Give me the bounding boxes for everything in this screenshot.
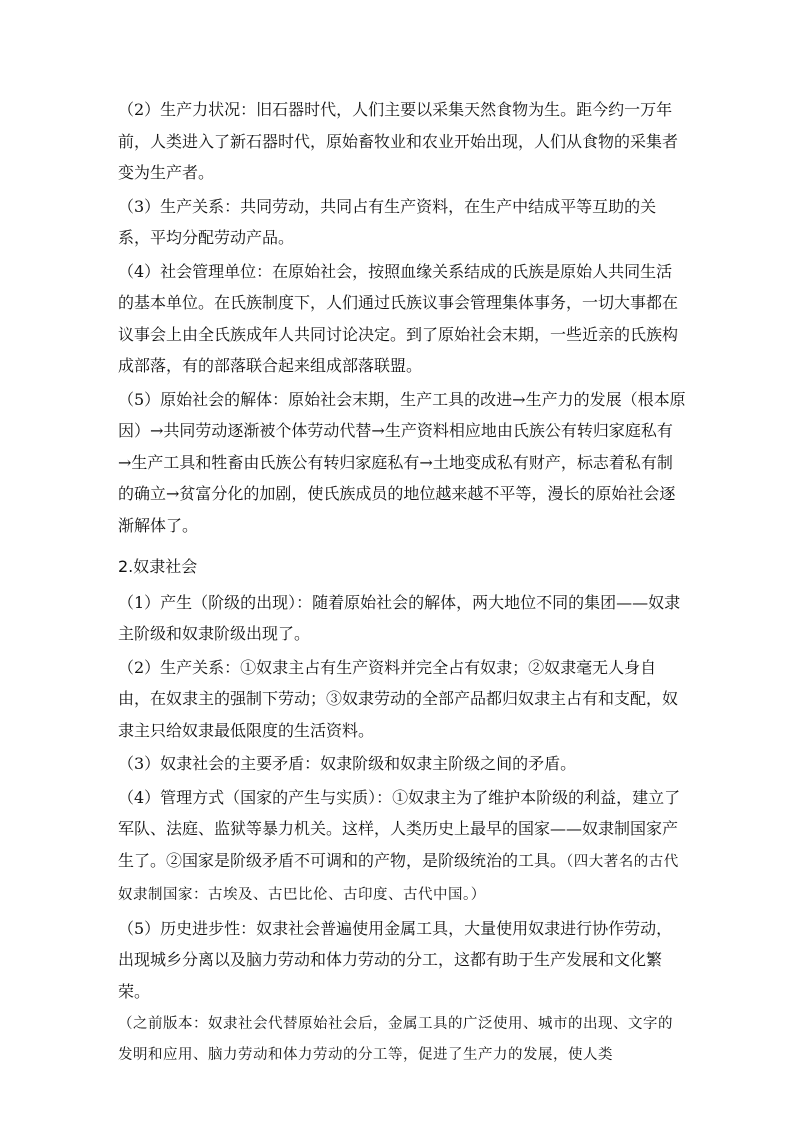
- paragraph-social-management-unit: （4）社会管理单位：在原始社会，按照血缘关系结成的氏族是原始人共同生活的基本单位。在氏族制度下，人们通过氏族议事会管理集体事务，一切大事都在议事会上由全氏族成年人共同讨论决定。到了原始社会末期，一些近亲的氏族构成部落，有的部落联合起来组成部落联盟。: [118, 261, 679, 375]
- paragraph-productivity: （2）生产力状况：旧石器时代，人们主要以采集天然食物为生。距今约一万年前，人类进入了新石器时代，原始畜牧业和农业开始出现，人们从食物的采集者变为生产者。: [118, 100, 679, 182]
- paragraph-primitive-society-dissolution: （5）原始社会的解体：原始社会末期，生产工具的改进→生产力的发展（根本原因）→共同劳动逐渐被个体劳动代替→生产资料相应地由氏族公有转归家庭私有→生产工具和牲畜由氏族公有转归家庭私有→土地变成私有财产，标志着私有制的确立→贫富分化的加剧，使氏族成员的地位越来越不平等，漫长的原始社会逐渐解体了。: [118, 389, 686, 535]
- management-method-note: （四大著名的古代奴隶制国家：古埃及、古巴比伦、古印度、古代中国。）: [118, 853, 679, 903]
- paragraph-slave-production-relations: （2）生产关系：①奴隶主占有生产资料并完全占有奴隶；②奴隶毫无人身自由，在奴隶主的强制下劳动；③奴隶劳动的全部产品都归奴隶主占有和支配，奴隶主只给奴隶最低限度的生活资料。: [118, 657, 679, 740]
- paragraph-historical-progress: （5）历史进步性：奴隶社会普遍使用金属工具，大量使用奴隶进行协作劳动，出现城乡分离以及脑力劳动和体力劳动的分工，这都有助于生产发展和文化繁荣。: [118, 918, 673, 1001]
- paragraph-main-contradiction: （3）奴隶社会的主要矛盾：奴隶阶级和奴隶主阶级之间的矛盾。: [118, 754, 577, 773]
- paragraph-emergence: （1）产生（阶级的出现）：随着原始社会的解体，两大地位不同的集团——奴隶主阶级和奴隶阶级出现了。: [118, 592, 681, 643]
- paragraph-production-relations: （3）生产关系：共同劳动，共同占有生产资料，在生产中结成平等互助的关系，平均分配劳动产品。: [118, 196, 657, 247]
- paragraph-previous-version-note: （之前版本：奴隶社会代替原始社会后，金属工具的广泛使用、城市的出现、文字的发明和应用、脑力劳动和体力劳动的分工等，促进了生产力的发展，使人类: [118, 1016, 673, 1063]
- management-method-text: （4）管理方式（国家的产生与实质）：①奴隶主为了维护本阶级的利益，建立了军队、法庭、监狱等暴力机关。这样，人类历史上最早的国家——奴隶制国家产生了。②国家是阶级矛盾不可调和的产物，是阶级统治的工具。: [118, 787, 681, 870]
- document-page: [118, 94, 686, 1073]
- paragraph-management-method: [118, 782, 686, 911]
- section-heading-slave-society: 2.奴隶社会: [118, 557, 198, 576]
